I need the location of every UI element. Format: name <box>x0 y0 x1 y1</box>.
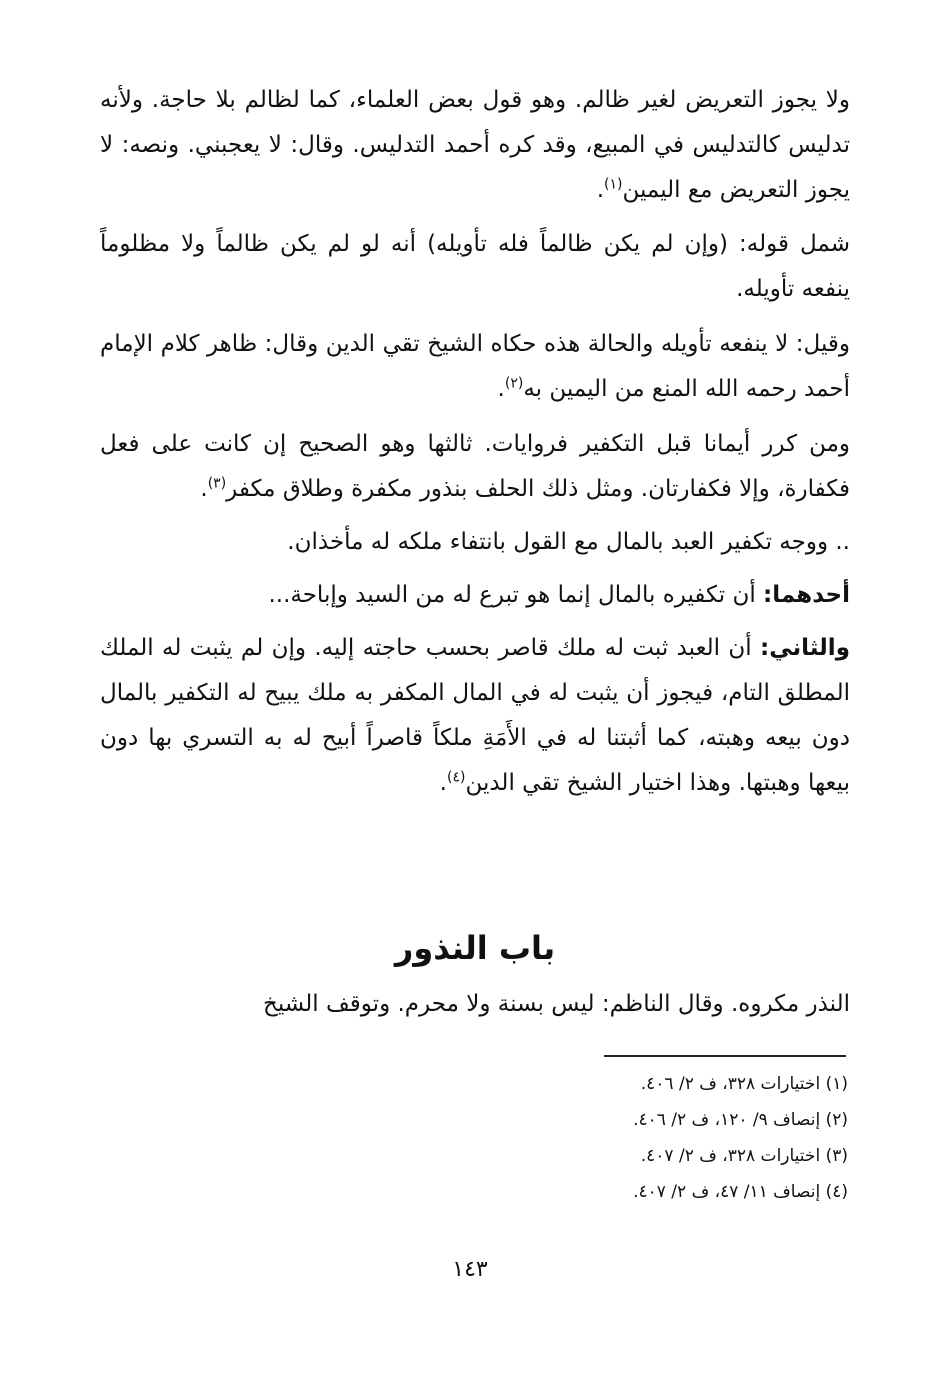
paragraph-3-text: وقيل: لا ينفعه تأويله والحالة هذه حكاه الشيخ تقي الدين وقال: ظاهر كلام الإمام أحمد رحمه الله المنع من اليمين به <box>100 331 850 402</box>
page-number: ١٤٣ <box>452 1257 488 1282</box>
footnote-marker-1: (١) <box>604 176 623 193</box>
paragraph-3 <box>100 322 850 412</box>
paragraph-6-text: أن تكفيره بالمال إنما هو تبرع له من السيد وإباحة... <box>268 582 764 608</box>
section-text-block <box>100 982 850 1027</box>
paragraph-4 <box>100 422 850 512</box>
paragraph-1-text: ولا يجوز التعريض لغير ظالم. وهو قول بعض العلماء، كما لظالم بلا حاجة. ولأنه تدليس كالتدليس في المبيع، وقد كره أحمد التدليس. وقال: لا يعجبني. ونصه: لا يجوز التعريض مع اليمين <box>100 87 850 203</box>
paragraph-4-end: . <box>200 476 208 502</box>
paragraph-1-end: . <box>596 177 604 203</box>
paragraph-3-end: . <box>497 376 505 402</box>
paragraph-1 <box>100 78 850 213</box>
paragraph-5: .. ووجه تكفير العبد بالمال مع القول بانتفاء ملكه له مأخذان. <box>287 529 850 555</box>
footnote-2: (٢) إنصاف ٩/ ١٢٠، ف ٢/ ٤٠٦. <box>633 1110 848 1130</box>
footnote-marker-2: (٢) <box>504 375 524 392</box>
paragraph-2: شمل قوله: (وإن لم يكن ظالماً فله تأويله) أنه لو لم يكن ظالماً ولا مظلوماً ينفعه تأويله. <box>100 231 850 302</box>
paragraph-7-lead: والثاني: <box>760 635 850 661</box>
main-text-block <box>100 78 850 806</box>
footnote-marker-3: (٣) <box>207 475 227 492</box>
paragraph-4-text: ومن كرر أيمانا قبل التكفير فروايات. ثالثها وهو الصحيح إن كانت على فعل فكفارة، وإلا فكفارتان. ومثل ذلك الحلف بنذور مكفرة وطلاق مكفر <box>100 431 850 502</box>
paragraph-7-text: أن العبد ثبت له ملك قاصر بحسب حاجته إليه. وإن لم يثبت له الملك المطلق التام، فيجوز أن يثبت له في المال المكفر به ملك يبيح له التكفير بالمال دون بيعه وهبته، كما أثبتنا له في الأَمَةِ ملكاً قاصراً أبيح له به التسري بها دون بيعها وهبتها. وهذا اختيار الشيخ تقي الدين <box>100 635 850 796</box>
footnote-4: (٤) إنصاف ١١/ ٤٧، ف ٢/ ٤٠٧. <box>633 1182 848 1202</box>
paragraph-6 <box>100 573 850 618</box>
paragraph-7-end: . <box>439 770 447 796</box>
footnote-divider <box>604 1055 846 1057</box>
paragraph-6-lead: أحدهما: <box>763 582 850 608</box>
footnote-marker-4: (٤) <box>446 769 466 786</box>
footnotes-list <box>420 1066 848 1210</box>
footnote-3: (٣) اختيارات ٣٢٨، ف ٢/ ٤٠٧. <box>640 1146 848 1166</box>
section-heading: باب النذور <box>394 929 556 967</box>
paragraph-8: النذر مكروه. وقال الناظم: ليس بسنة ولا محرم. وتوقف الشيخ <box>262 991 850 1017</box>
paragraph-7 <box>100 626 850 806</box>
footnote-1: (١) اختيارات ٣٢٨، ف ٢/ ٤٠٦. <box>640 1074 848 1094</box>
